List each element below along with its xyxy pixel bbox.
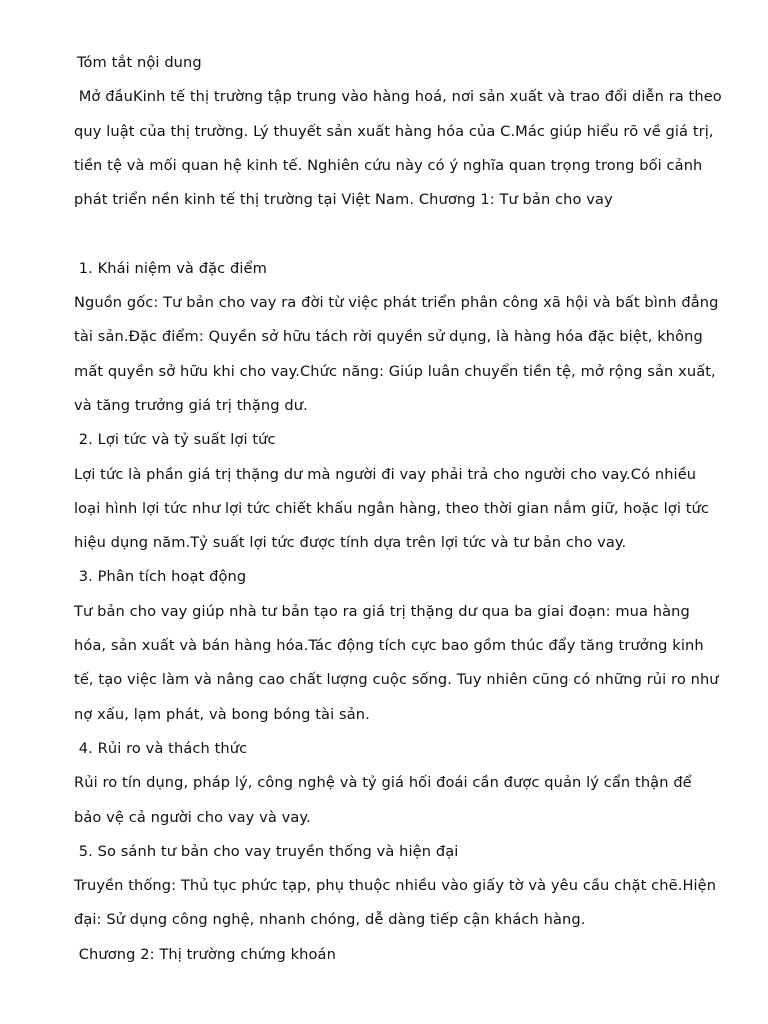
section-line: đại: Sử dụng công nghệ, nhanh chóng, dễ dàng tiếp cận khách hàng.	[74, 911, 586, 929]
section-4	[74, 736, 734, 839]
intro-paragraph	[74, 84, 734, 221]
section-line: hiệu dụng năm.Tỷ suất lợi tức được tính dựa trên lợi tức và tư bản cho vay.	[74, 534, 627, 552]
section-heading: 1. Khái niệm và đặc điểm	[74, 259, 267, 277]
section-line: nợ xấu, lạm phát, và bong bóng tài sản.	[74, 705, 370, 723]
section-heading: 2. Lợi tức và tỷ suất lợi tức	[74, 431, 276, 449]
document-body	[74, 50, 734, 976]
section-line: Tư bản cho vay giúp nhà tư bản tạo ra giá trị thặng dư qua ba giai đoạn: mua hàng	[74, 602, 690, 620]
section-1	[74, 256, 734, 427]
section-5	[74, 839, 734, 942]
section-heading: 3. Phân tích hoạt động	[74, 568, 247, 586]
section-heading: 4. Rủi ro và thách thức	[74, 739, 248, 757]
section-line: Lợi tức là phần giá trị thặng dư mà người đi vay phải trả cho người cho vay.Có nhiều	[74, 465, 697, 483]
section-line: loại hình lợi tức như lợi tức chiết khấu ngân hàng, theo thời gian nắm giữ, hoặc lợi tức	[74, 499, 710, 517]
section-heading: 5. So sánh tư bản cho vay truyền thống và hiện đại	[74, 842, 459, 860]
blank-line	[74, 221, 734, 255]
intro-line: quy luật của thị trường. Lý thuyết sản xuất hàng hóa của C.Mác giúp hiểu rõ về giá trị,	[74, 122, 714, 140]
section-line: mất quyền sở hữu khi cho vay.Chức năng: Giúp luân chuyển tiền tệ, mở rộng sản xuất,	[74, 362, 716, 380]
section-line: và tăng trưởng giá trị thặng dư.	[74, 396, 308, 414]
section-line: Rủi ro tín dụng, pháp lý, công nghệ và tỷ giá hối đoái cần được quản lý cẩn thận để	[74, 774, 692, 792]
section-line: bảo vệ cả người cho vay và vay.	[74, 808, 311, 826]
section-line: Nguồn gốc: Tư bản cho vay ra đời từ việc phát triển phân công xã hội và bất bình đẳng	[74, 294, 719, 312]
intro-line: tiền tệ và mối quan hệ kinh tế. Nghiên cứu này có ý nghĩa quan trọng trong bối cảnh	[74, 156, 703, 174]
section-line: tế, tạo việc làm và nâng cao chất lượng cuộc sống. Tuy nhiên cũng có những rủi ro như	[74, 671, 719, 689]
chapter-2-heading: Chương 2: Thị trường chứng khoán	[74, 945, 336, 963]
section-3	[74, 564, 734, 735]
section-line: Truyền thống: Thủ tục phức tạp, phụ thuộc nhiều vào giấy tờ và yêu cầu chặt chẽ.Hiện	[74, 877, 717, 895]
intro-line: phát triển nền kinh tế thị trường tại Việt Nam. Chương 1: Tư bản cho vay	[74, 191, 613, 209]
section-line: hóa, sản xuất và bán hàng hóa.Tác động tích cực bao gồm thúc đẩy tăng trưởng kinh	[74, 637, 704, 655]
document-title: Tóm tắt nội dung	[77, 54, 202, 71]
section-2	[74, 427, 734, 564]
intro-line: Mở đầuKinh tế thị trường tập trung vào hàng hoá, nơi sản xuất và trao đổi diễn ra theo	[74, 88, 722, 106]
section-line: tài sản.Đặc điểm: Quyền sở hữu tách rời quyền sử dụng, là hàng hóa đặc biệt, không	[74, 328, 703, 346]
